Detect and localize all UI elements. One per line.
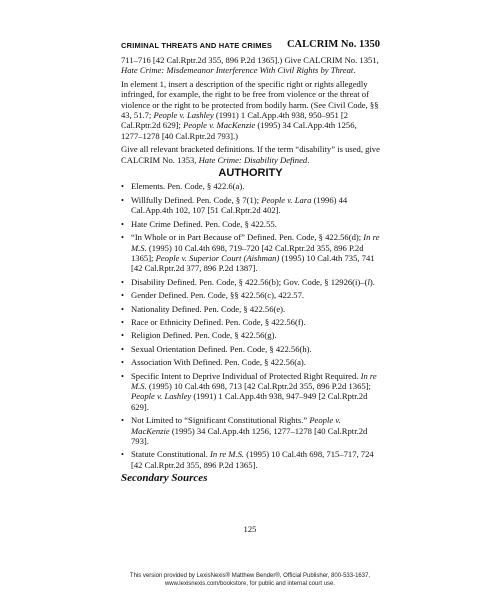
intro-paragraph-1: 711–716 [42 Cal.Rptr.2d 355, 896 P.2d 1365].) Give CALCRIM No. 1351, Hate Crime: Misdemeanor Interference With Civil Rights by Threat. — [121, 55, 379, 76]
secondary-sources-heading: Secondary Sources — [121, 472, 208, 485]
bullet-icon: • — [121, 370, 125, 381]
authority-item: • Statute Constitutional. In re M.S. (1995) 10 Cal.4th 698, 715–717, 724 [42 Cal.Rptr.2d 355, 896 P.2d 1365]. — [121, 449, 374, 470]
authority-item: • Willfully Defined. Pen. Code, § 7(1); People v. Lara (1996) 44 Cal.App.4th 102, 107 [51 Cal.Rptr.2d 402]. — [121, 194, 348, 216]
running-header-title: CRIMINAL THREATS AND HATE CRIMES — [121, 41, 273, 50]
authority-item: • Gender Defined. Pen. Code, §§ 422.56(c), 422.57. — [121, 290, 305, 301]
bullet-icon: • — [121, 415, 125, 426]
authority-item: • Nationality Defined. Pen. Code, § 422.56(e). — [121, 303, 286, 314]
authority-item: • Not Limited to “Significant Constitutional Rights.” People v. MacKenzie (1995) 34 Cal.App.4th 1256, 1277–1278 [40 Cal.Rptr.2d 793]. — [121, 415, 368, 446]
authority-item: • Hate Crime Defined. Pen. Code, § 422.55. — [121, 218, 277, 229]
authority-item: • Association With Defined. Pen. Code, § 422.56(a). — [121, 357, 306, 368]
authority-heading: AUTHORITY — [218, 167, 283, 180]
bullet-icon: • — [121, 316, 125, 327]
authority-list — [121, 181, 380, 470]
bullet-icon: • — [121, 232, 125, 243]
authority-item: • Race or Ethnicity Defined. Pen. Code, § 422.56(f). — [121, 316, 306, 327]
authority-item: • Disability Defined. Pen. Code, § 422.56(b); Gov. Code, § 12926(i)–(l). — [121, 276, 375, 287]
authority-item: • Specific Intent to Deprive Individual of Protected Right Required. In re M.S. (1995) 10 Cal.4th 698, 713 [42 Cal.Rptr.2d 355, 896 P.2d 1365]; People v. Lashley (1991) 1 Cal.App.4th 938, 947–949 [2 Cal.Rptr.2d 629]. — [121, 370, 377, 412]
bullet-icon: • — [121, 181, 125, 192]
bullet-icon: • — [121, 218, 125, 229]
footer-line-2: www.lexisnexis.com/bookstore, for public and internal court use. — [164, 581, 336, 587]
authority-item: • Elements. Pen. Code, § 422.6(a). — [121, 181, 245, 192]
bullet-icon: • — [121, 303, 125, 314]
authority-item: • Religion Defined. Pen. Code, § 422.56(g). — [121, 330, 277, 341]
intro-paragraph-2: In element 1, insert a description of the specific right or rights allegedly infringed, for example, the right to be free from violence or the threat of violence or the right to be protected from bodily harm. (See Civil Code, §§ 43, 51.7; People v. Lashley (1991) 1 Cal.App.4th 938, 950–951 [2 Cal.Rptr.2d 629]; People v. MacKenzie (1995) 34 Cal.App.4th 1256, 1277–1278 [40 Cal.Rptr.2d 793].) — [121, 78, 379, 141]
bullet-icon: • — [121, 276, 125, 287]
running-header-instruction-number: CALCRIM No. 1350 — [286, 39, 380, 50]
bullet-icon: • — [121, 449, 125, 460]
page-body — [121, 55, 380, 484]
bullet-icon: • — [121, 194, 125, 205]
bullet-icon: • — [121, 330, 125, 341]
publisher-footer — [0, 572, 500, 588]
bullet-icon: • — [121, 357, 125, 368]
page-number: 125 — [243, 524, 257, 534]
intro-paragraph-3: Give all relevant bracketed definitions. If the term “disability” is used, give CALCRIM No. 1353, Hate Crime: Disability Defined. — [121, 144, 380, 165]
bullet-icon: • — [121, 290, 125, 301]
bullet-icon: • — [121, 343, 125, 354]
footer-line-1: This version provided by LexisNexis® Matthew Bender®, Official Publisher, 800-533-1637, — [129, 573, 371, 579]
authority-item: • “In Whole or in Part Because of” Defined. Pen. Code, § 422.56(d); In re M.S. (1995) 10 Cal.4th 698, 719–720 [42 Cal.Rptr.2d 355, 896 P.2d 1365]; People v. Superior Court (Aishman) (1995) 10 Cal.4th 735, 741 [42 Cal.Rptr.2d 377, 896 P.2d 1387]. — [121, 232, 380, 274]
authority-item: • Sexual Orientation Defined. Pen. Code, § 422.56(h). — [121, 343, 312, 354]
